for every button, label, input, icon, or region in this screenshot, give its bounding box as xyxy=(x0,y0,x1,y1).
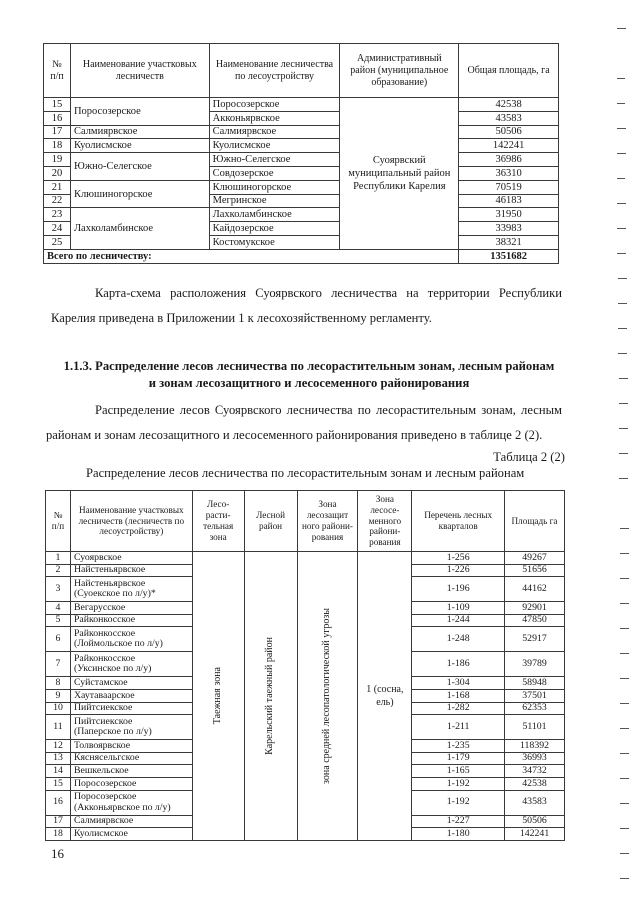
section-heading-line1: 1.1.3. Распределение лесов лесничества по лесорастительным зонам, лесным районам xyxy=(63,359,555,373)
scan-mark xyxy=(620,828,629,829)
forestry-name: Поросозерское xyxy=(70,777,192,790)
header-admin-district: Административный район (муниципальное образование) xyxy=(340,44,459,98)
quarters: 1-179 xyxy=(412,752,505,765)
scan-mark xyxy=(620,853,629,854)
forestry-area-table xyxy=(43,43,559,264)
forestry-name-line1: Пийтсиекское xyxy=(73,715,133,727)
district-name: Южно-Селегское xyxy=(70,153,209,181)
protection-zone: зона средней лесопатологической угрозы xyxy=(321,607,333,784)
scan-mark xyxy=(619,403,628,404)
area-value: 142241 xyxy=(505,828,565,841)
scan-mark xyxy=(618,303,627,304)
quarters: 1-165 xyxy=(412,765,505,778)
scan-mark xyxy=(620,578,629,579)
quarters: 1-248 xyxy=(412,627,505,652)
area-value: 36310 xyxy=(459,166,559,180)
forestry-name: Суоярвское xyxy=(70,552,192,565)
header-seed-zone: Зона лесосе-менного райони-рования xyxy=(358,491,412,552)
scan-mark xyxy=(620,728,629,729)
district-name: Салмиярвское xyxy=(70,125,209,139)
forest-distribution-table xyxy=(45,490,565,841)
section-heading-line2: и зонам лесозащитного и лесосеменного районирования xyxy=(148,376,470,390)
scan-mark xyxy=(618,328,627,329)
table-total-row xyxy=(44,249,559,263)
row-number: 25 xyxy=(44,235,71,249)
area-value: 43583 xyxy=(459,111,559,125)
area-value: 31950 xyxy=(459,208,559,222)
scan-mark xyxy=(619,428,628,429)
area-value: 42538 xyxy=(459,98,559,112)
forestry-name: Салмиярвское xyxy=(70,815,192,828)
row-number: 19 xyxy=(44,153,71,167)
forestry-name: Куолисмское xyxy=(70,828,192,841)
forestry-name xyxy=(70,715,192,740)
scan-mark xyxy=(620,678,629,679)
header-district-forestry: Наименование участковых лесничеств (лесничеств по лесоустройству) xyxy=(70,491,192,552)
scan-mark xyxy=(617,103,625,104)
district-name: Куолисмское xyxy=(70,139,209,153)
forestry-name-line2: (Суоекское по л/у)* xyxy=(73,588,156,600)
table-row xyxy=(44,153,559,167)
area-value: 46183 xyxy=(459,194,559,208)
area-value: 34732 xyxy=(505,765,565,778)
area-value: 50506 xyxy=(459,125,559,139)
forestry-name-line1: Райконкосское xyxy=(73,628,136,640)
table-row xyxy=(46,552,565,565)
scan-mark xyxy=(620,528,629,529)
scan-mark xyxy=(620,753,629,754)
quarters: 1-235 xyxy=(412,740,505,753)
table-header-row xyxy=(44,44,559,98)
seed-zone: 1 (сосна, ель) xyxy=(358,552,412,841)
row-number: 14 xyxy=(46,765,71,778)
area-value: 38321 xyxy=(459,235,559,249)
forestry-name-line2: (Паперское по л/у) xyxy=(73,726,152,738)
area-value: 33983 xyxy=(459,222,559,236)
forestry-name: Салмиярвское xyxy=(209,125,340,139)
forestry-name: Лахколамбинское xyxy=(209,208,340,222)
header-number: № п/п xyxy=(46,491,71,552)
area-value: 49267 xyxy=(505,552,565,565)
map-reference-line1: Карта-схема расположения Суоярвского лесничества на территории Республики xyxy=(95,286,562,300)
forestry-name-line2: (Лоймольское по л/у) xyxy=(73,638,163,650)
row-number: 21 xyxy=(44,180,71,194)
area-value: 51101 xyxy=(505,715,565,740)
quarters: 1-192 xyxy=(412,777,505,790)
header-area: Площадь га xyxy=(505,491,565,552)
total-value: 1351682 xyxy=(459,249,559,263)
row-number: 11 xyxy=(46,715,71,740)
area-value: 62353 xyxy=(505,702,565,715)
quarters: 1-186 xyxy=(412,652,505,677)
row-number: 18 xyxy=(46,828,71,841)
scan-mark xyxy=(617,203,626,204)
area-value: 42538 xyxy=(505,777,565,790)
forestry-name: Вегарусское xyxy=(70,602,192,615)
row-number: 15 xyxy=(46,777,71,790)
header-vegetation-zone: Лесо-расти-тельная зона xyxy=(192,491,244,552)
forestry-name xyxy=(70,577,192,602)
header-quarters: Перечень лесных кварталов xyxy=(412,491,505,552)
map-reference-line2: Карелия приведена в Приложении 1 к лесохозяйственному регламенту. xyxy=(51,311,432,325)
forestry-name: Мегринское xyxy=(209,194,340,208)
forestry-name xyxy=(70,627,192,652)
row-number: 17 xyxy=(46,815,71,828)
scan-mark xyxy=(618,278,627,279)
forestry-name: Клюшиногорское xyxy=(209,180,340,194)
header-total-area: Общая площадь, га xyxy=(459,44,559,98)
row-number: 20 xyxy=(44,166,71,180)
row-number: 16 xyxy=(44,111,71,125)
forestry-name: Поросозерское xyxy=(209,98,340,112)
section-heading xyxy=(51,358,567,392)
total-label: Всего по лесничеству: xyxy=(44,249,459,263)
row-number: 22 xyxy=(44,194,71,208)
scan-mark xyxy=(617,253,626,254)
quarters: 1-192 xyxy=(412,790,505,815)
forestry-name: Пийтсиекское xyxy=(70,702,192,715)
page-number: 16 xyxy=(51,846,64,861)
row-number: 24 xyxy=(44,222,71,236)
forestry-name: Совдозерское xyxy=(209,166,340,180)
area-value: 118392 xyxy=(505,740,565,753)
forestry-name: Костомукское xyxy=(209,235,340,249)
scan-mark xyxy=(620,703,629,704)
forestry-name: Найстеньярвское xyxy=(70,564,192,577)
scan-mark xyxy=(617,153,626,154)
district-name: Клюшиногорское xyxy=(70,180,209,208)
area-value: 52917 xyxy=(505,627,565,652)
scan-mark xyxy=(620,878,629,879)
scan-mark xyxy=(620,553,629,554)
area-value: 50506 xyxy=(505,815,565,828)
header-protection-zone: Зона лесозащит ного райони-рования xyxy=(297,491,358,552)
area-value: 36993 xyxy=(505,752,565,765)
scan-mark xyxy=(620,653,629,654)
forestry-name: Куолисмское xyxy=(209,139,340,153)
row-number: 18 xyxy=(44,139,71,153)
row-number: 2 xyxy=(46,564,71,577)
header-forest-district: Лесной район xyxy=(244,491,297,552)
row-number: 4 xyxy=(46,602,71,615)
quarters: 1-196 xyxy=(412,577,505,602)
forestry-name: Кяснясельгское xyxy=(70,752,192,765)
table-row xyxy=(44,98,559,112)
scan-mark xyxy=(619,453,628,454)
scan-mark xyxy=(619,478,628,479)
area-value: 51656 xyxy=(505,564,565,577)
row-number: 23 xyxy=(44,208,71,222)
row-number: 15 xyxy=(44,98,71,112)
header-number: № п/п xyxy=(44,44,71,98)
table-row xyxy=(44,125,559,139)
vegetation-zone: Таежная зона xyxy=(211,667,223,725)
forestry-name: Райконкосское xyxy=(70,614,192,627)
area-value: 142241 xyxy=(459,139,559,153)
scan-mark xyxy=(620,803,629,804)
forest-district: Карельский таежный район xyxy=(264,636,276,755)
row-number: 3 xyxy=(46,577,71,602)
area-value: 43583 xyxy=(505,790,565,815)
area-value: 37501 xyxy=(505,689,565,702)
quarters: 1-180 xyxy=(412,828,505,841)
quarters: 1-304 xyxy=(412,677,505,690)
distribution-text-line1: Распределение лесов Суоярвского лесничества по лесорастительным зонам, лесным xyxy=(95,403,562,417)
scan-mark xyxy=(617,178,625,179)
row-number: 17 xyxy=(44,125,71,139)
row-number: 10 xyxy=(46,702,71,715)
scan-mark xyxy=(617,28,626,29)
quarters: 1-282 xyxy=(412,702,505,715)
quarters: 1-244 xyxy=(412,614,505,627)
table-row xyxy=(44,139,559,153)
scan-mark xyxy=(617,128,626,129)
area-value: 92901 xyxy=(505,602,565,615)
forestry-name: Акконьярвское xyxy=(209,111,340,125)
scan-mark xyxy=(617,78,625,79)
area-value: 39789 xyxy=(505,652,565,677)
row-number: 16 xyxy=(46,790,71,815)
distribution-text-line2: районам и зонам лесозащитного и лесосеменного районирования приведено в таблице 2 (2). xyxy=(46,428,543,442)
scan-mark xyxy=(619,378,628,379)
forestry-name: Кайдозерское xyxy=(209,222,340,236)
area-value: 44162 xyxy=(505,577,565,602)
forestry-name: Вешкельское xyxy=(70,765,192,778)
forestry-name xyxy=(70,652,192,677)
row-number: 5 xyxy=(46,614,71,627)
table-caption: Распределение лесов лесничества по лесорастительным зонам и лесным районам xyxy=(86,466,525,480)
scan-mark xyxy=(620,628,629,629)
forestry-name-line2: (Акконьярвское по л/у) xyxy=(73,801,171,813)
area-value: 36986 xyxy=(459,153,559,167)
header-district-forestry: Наименование участковых лесничеств xyxy=(70,44,209,98)
forestry-name: Хаутаваарское xyxy=(70,689,192,702)
forestry-name xyxy=(70,790,192,815)
forestry-name: Суйстамское xyxy=(70,677,192,690)
area-value: 58948 xyxy=(505,677,565,690)
district-name: Лахколамбинское xyxy=(70,208,209,249)
quarters: 1-109 xyxy=(412,602,505,615)
quarters: 1-211 xyxy=(412,715,505,740)
table-label: Таблица 2 (2) xyxy=(493,450,565,464)
forestry-name-line2: (Уксинское по л/у) xyxy=(73,663,152,675)
table-row xyxy=(44,208,559,222)
row-number: 8 xyxy=(46,677,71,690)
table-row xyxy=(44,180,559,194)
area-value: 70519 xyxy=(459,180,559,194)
forestry-name-line1: Найстеньярвское xyxy=(73,577,146,589)
forestry-name-line1: Райконкосское xyxy=(73,653,136,665)
quarters: 1-168 xyxy=(412,689,505,702)
scan-mark xyxy=(620,778,629,779)
admin-district: Суоярвский муниципальный район Республики Карелия xyxy=(340,98,459,250)
forestry-name: Южно-Селегское xyxy=(209,153,340,167)
row-number: 1 xyxy=(46,552,71,565)
forestry-name-line1: Поросозерское xyxy=(73,791,137,803)
scan-mark xyxy=(618,353,627,354)
table-header-row xyxy=(46,491,565,552)
forestry-name: Толвоярвское xyxy=(70,740,192,753)
quarters: 1-227 xyxy=(412,815,505,828)
scan-mark xyxy=(617,228,626,229)
area-value: 47850 xyxy=(505,614,565,627)
row-number: 9 xyxy=(46,689,71,702)
row-number: 13 xyxy=(46,752,71,765)
district-name: Поросозерское xyxy=(70,98,209,126)
scan-mark xyxy=(620,603,629,604)
header-forestry-by-survey: Наименование лесничества по лесоустройству xyxy=(209,44,340,98)
row-number: 12 xyxy=(46,740,71,753)
row-number: 6 xyxy=(46,627,71,652)
row-number: 7 xyxy=(46,652,71,677)
quarters: 1-226 xyxy=(412,564,505,577)
quarters: 1-256 xyxy=(412,552,505,565)
